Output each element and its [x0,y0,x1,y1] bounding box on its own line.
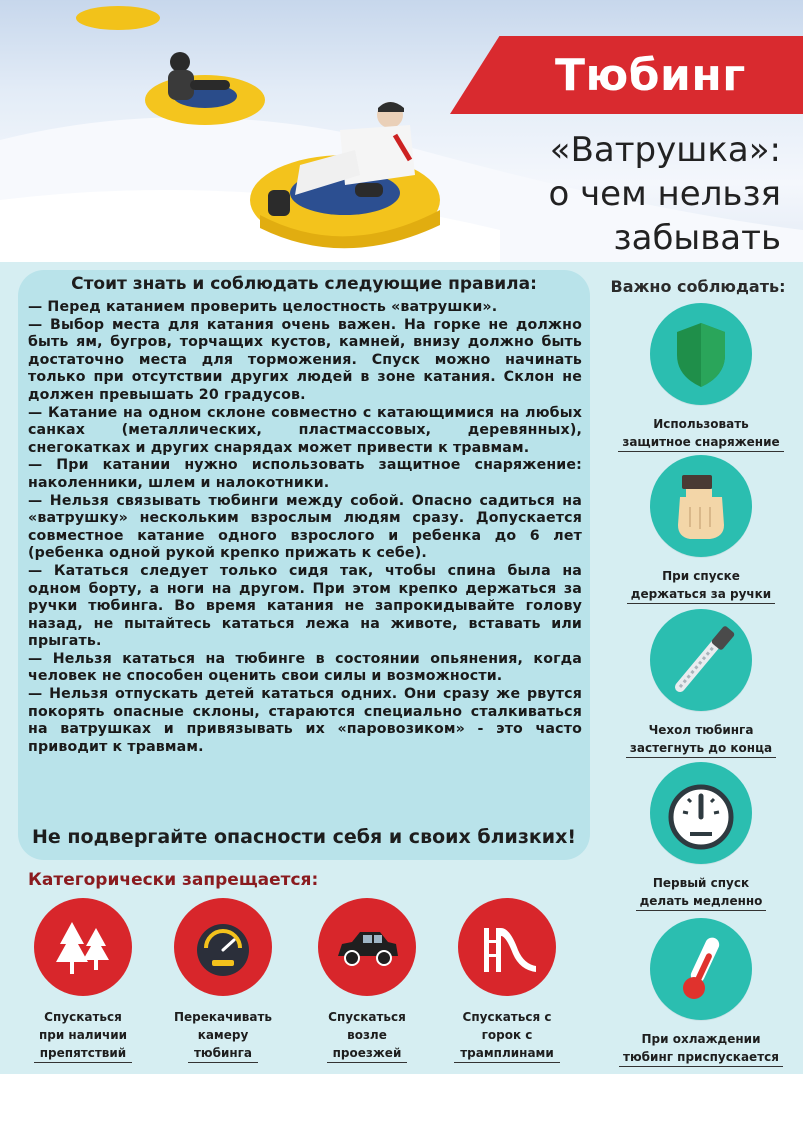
rule-paragraph: — Нельзя отпускать детей кататься одних. Они сразу же рвутся покорять опасные склоны, стараются специально сталкиваться на ватрушках и привязывать их «паровозиком» - это часто приводит к травмам. [28,686,582,755]
rule-paragraph: — При катании нужно использовать защитное снаряжение: наколенники, шлем и налокотники. [28,457,582,491]
important-heading: Важно соблюдать: [610,277,786,296]
rule-paragraph: — Выбор места для катания очень важен. На горке не должно быть ям, бугров, торчащих кустов, камней, внизу должно быть достаточно места для торможения. Спуск можно начинать только при отсутствии других людей в зоне катания. Склон не должен превышать 20 градусов. [28,316,582,403]
forbidden-item [432,898,582,1063]
forbidden-item [8,898,158,1063]
forbidden-item [292,898,442,1063]
important-item-label: Чехол тюбинга застегнуть до конца [606,721,796,758]
important-item [606,455,796,604]
important-item [606,609,796,758]
rule-paragraph: — Кататься следует только сидя так, чтобы спина была на одном борту, а ноги на другом. При этом крепко держаться за ручки тюбинга. Во время катания не запрокидывайте голову назад, не пытайтесь кататься лежа на животе, вставать или прыгать. [28,562,582,650]
important-item [606,303,796,452]
slide-ramp-icon [458,898,556,996]
thermometer-icon [650,918,752,1020]
subtitle-line: «Ватрушка»: [549,130,781,170]
rules-heading: Стоит знать и соблюдать следующие правила: [71,274,537,294]
trees-icon [34,898,132,996]
shield-icon [650,303,752,405]
forbidden-item-label: Спускаться при наличии препятствий [8,1008,158,1063]
rule-paragraph: — Перед катанием проверить целостность «ватрушки». [28,299,498,315]
page-subtitle [548,128,781,260]
rules-list [28,299,582,756]
forbidden-item [148,898,298,1063]
hand-grip-icon [650,455,752,557]
speedometer-icon [650,762,752,864]
page-title: Тюбинг [555,50,746,101]
gauge-icon [174,898,272,996]
forbidden-heading: Категорически запрещается: [28,870,319,890]
forbidden-item-label: Спускаться возле проезжей [292,1008,442,1063]
important-item-label: При спуске держаться за ручки [606,567,796,604]
important-item [606,762,796,911]
rule-paragraph: — Нельзя связывать тюбинги между собой. Опасно садиться на «ватрушку» нескольким взрослым людям сразу. Допускается совместное катание одного взрослого и ребенка до 6 лет (ребенка одной рукой крепко прижать к себе). [28,492,582,562]
important-item-label: Первый спуск делать медленно [606,874,796,911]
important-item-label: Использовать защитное снаряжение [606,415,796,452]
forbidden-item-label: Спускаться с горок с трамплинами [432,1008,582,1063]
car-icon [318,898,416,996]
rule-paragraph: — Нельзя кататься на тюбинге в состоянии опьянения, когда человек не способен оценить свои силы и возможности. [28,650,582,685]
forbidden-item-label: Перекачивать камеру тюбинга [148,1008,298,1063]
rules-footer: Не подвергайте опасности себя и своих близких! [31,826,576,848]
hero-photo [0,0,803,262]
subtitle-line: забывать [613,218,781,258]
important-item-label: При охлаждении тюбинг приспускается [606,1030,796,1067]
important-item [606,918,796,1067]
rule-paragraph: — Катание на одном склоне совместно с катающимися на любых санках (металлических, пластмассовых, деревянных), снегокатках и других снарядах может привести к травмам. [28,404,582,456]
subtitle-line: о чем нельзя [548,174,781,214]
zipper-icon [650,609,752,711]
